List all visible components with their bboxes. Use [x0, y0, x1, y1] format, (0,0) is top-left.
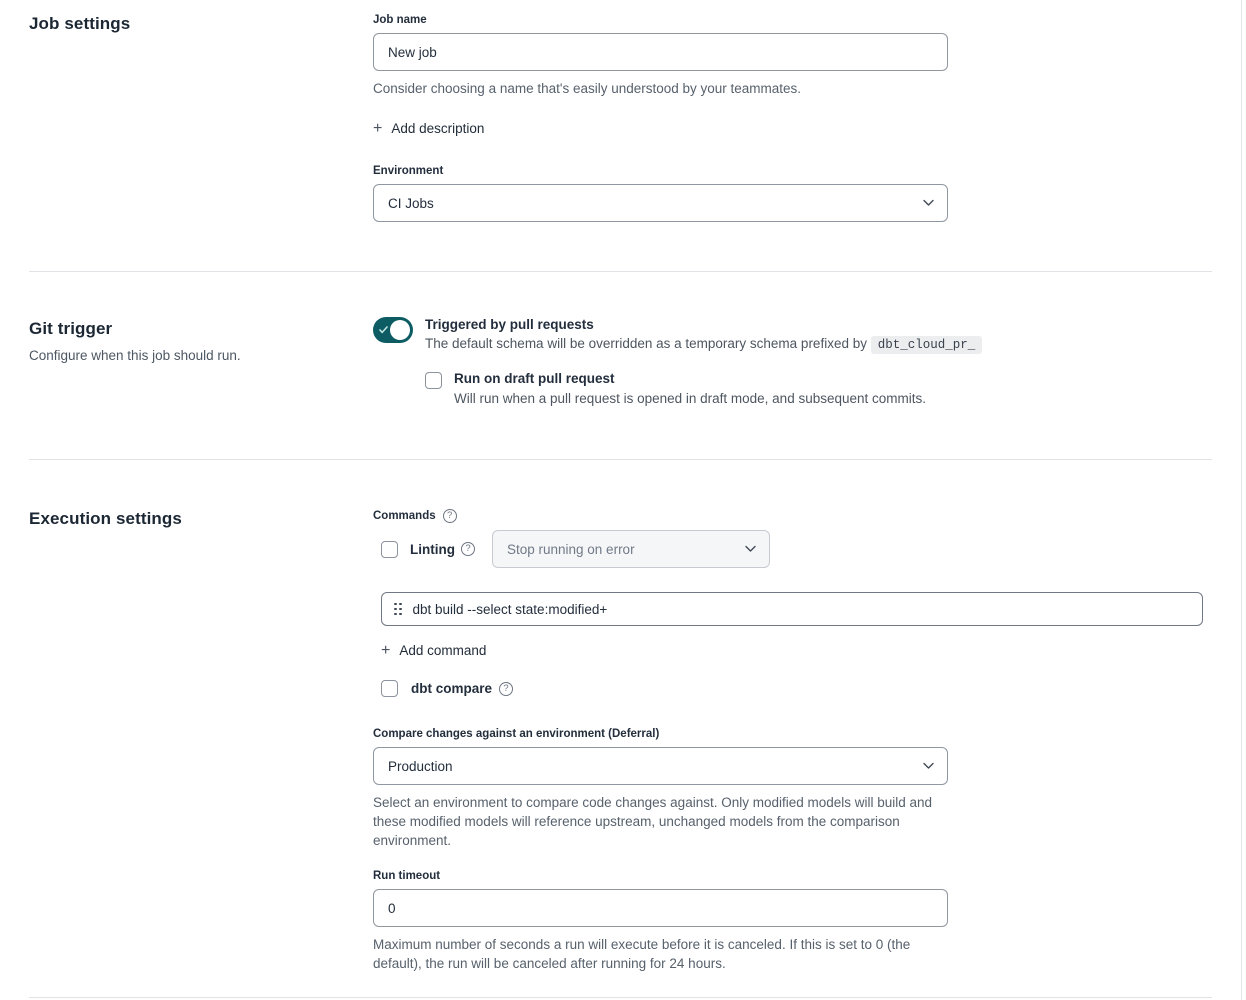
run-timeout-input[interactable]	[373, 889, 948, 927]
dbt-compare-checkbox[interactable]	[381, 680, 398, 697]
dbt-compare-row	[381, 680, 1212, 697]
chevron-down-icon	[745, 546, 756, 553]
check-icon	[379, 326, 388, 334]
git-trigger-title: Git trigger	[29, 319, 113, 338]
toggle-knob	[390, 320, 410, 340]
execution-settings-title: Execution settings	[29, 509, 182, 528]
deferral-selected-value: Production	[388, 758, 453, 774]
run-timeout-helper: Maximum number of seconds a run will execute before it is canceled. If this is set to 0 (the default), the run will be canceled after running for 24 hours.	[373, 937, 911, 971]
chevron-down-icon	[923, 200, 934, 207]
add-command-label: Add command	[399, 643, 487, 658]
help-icon[interactable]: ?	[443, 509, 457, 523]
environment-selected-value: CI Jobs	[388, 195, 434, 211]
draft-pr-description: Will run when a pull request is opened in draft mode, and subsequent commits.	[454, 391, 927, 406]
deferral-field	[373, 728, 1212, 850]
draft-pr-label: Run on draft pull request	[454, 371, 615, 386]
environment-label: Environment	[373, 165, 444, 177]
draft-pr-row	[425, 372, 1212, 408]
help-icon[interactable]: ?	[499, 682, 513, 696]
plus-icon: +	[381, 641, 391, 659]
dbt-compare-label: dbt compare	[411, 681, 493, 696]
section-job-settings	[29, 0, 1212, 271]
section-git-trigger	[29, 272, 1212, 459]
linting-label: Linting	[410, 541, 455, 557]
section-divider	[29, 997, 1212, 998]
draft-pr-checkbox[interactable]	[425, 372, 442, 389]
pr-toggle-description	[425, 334, 982, 355]
pr-toggle-description-text: The default schema will be overridden as a temporary schema prefixed by	[425, 336, 867, 351]
pr-trigger-toggle[interactable]	[373, 317, 413, 343]
command-list	[373, 592, 1212, 626]
commands-label-row	[373, 509, 1212, 523]
linting-mode-selected-value: Stop running on error	[506, 541, 635, 557]
commands-label: Commands	[373, 510, 436, 522]
job-name-helper: Consider choosing a name that's easily understood by your teammates.	[373, 81, 802, 96]
deferral-label: Compare changes against an environment (Deferral)	[373, 728, 660, 740]
command-text[interactable]: dbt build --select state:modified+	[412, 601, 608, 617]
linting-row	[381, 530, 1212, 568]
schema-prefix-code: dbt_cloud_pr_	[871, 336, 983, 354]
pr-toggle-label: Triggered by pull requests	[425, 317, 594, 332]
job-name-label: Job name	[373, 14, 427, 26]
run-timeout-label: Run timeout	[373, 870, 441, 882]
add-command-button[interactable]	[381, 643, 486, 658]
pr-toggle-row	[373, 317, 1212, 355]
linting-mode-select[interactable]	[492, 530, 770, 568]
linting-checkbox[interactable]	[381, 541, 398, 558]
chevron-down-icon	[923, 763, 934, 770]
deferral-helper: Select an environment to compare code changes against. Only modified models will build and these modified models will reference upstream, unchanged models from the comparison environment.	[373, 795, 933, 848]
plus-icon: +	[373, 119, 383, 137]
git-trigger-subtitle: Configure when this job should run.	[29, 348, 241, 363]
drag-handle-icon[interactable]	[394, 603, 402, 616]
command-row[interactable]	[381, 592, 1203, 626]
section-execution-settings	[29, 460, 1212, 973]
add-description-button[interactable]	[373, 121, 484, 136]
run-timeout-field	[373, 870, 1212, 973]
help-icon[interactable]: ?	[461, 542, 475, 556]
job-settings-title: Job settings	[29, 14, 131, 33]
job-name-field	[373, 14, 1212, 98]
add-description-label: Add description	[391, 121, 485, 136]
job-name-input[interactable]	[373, 33, 948, 71]
environment-field	[373, 165, 1212, 222]
deferral-select[interactable]	[373, 747, 948, 785]
page-right-edge-divider	[1241, 0, 1242, 1000]
environment-select[interactable]	[373, 184, 948, 222]
